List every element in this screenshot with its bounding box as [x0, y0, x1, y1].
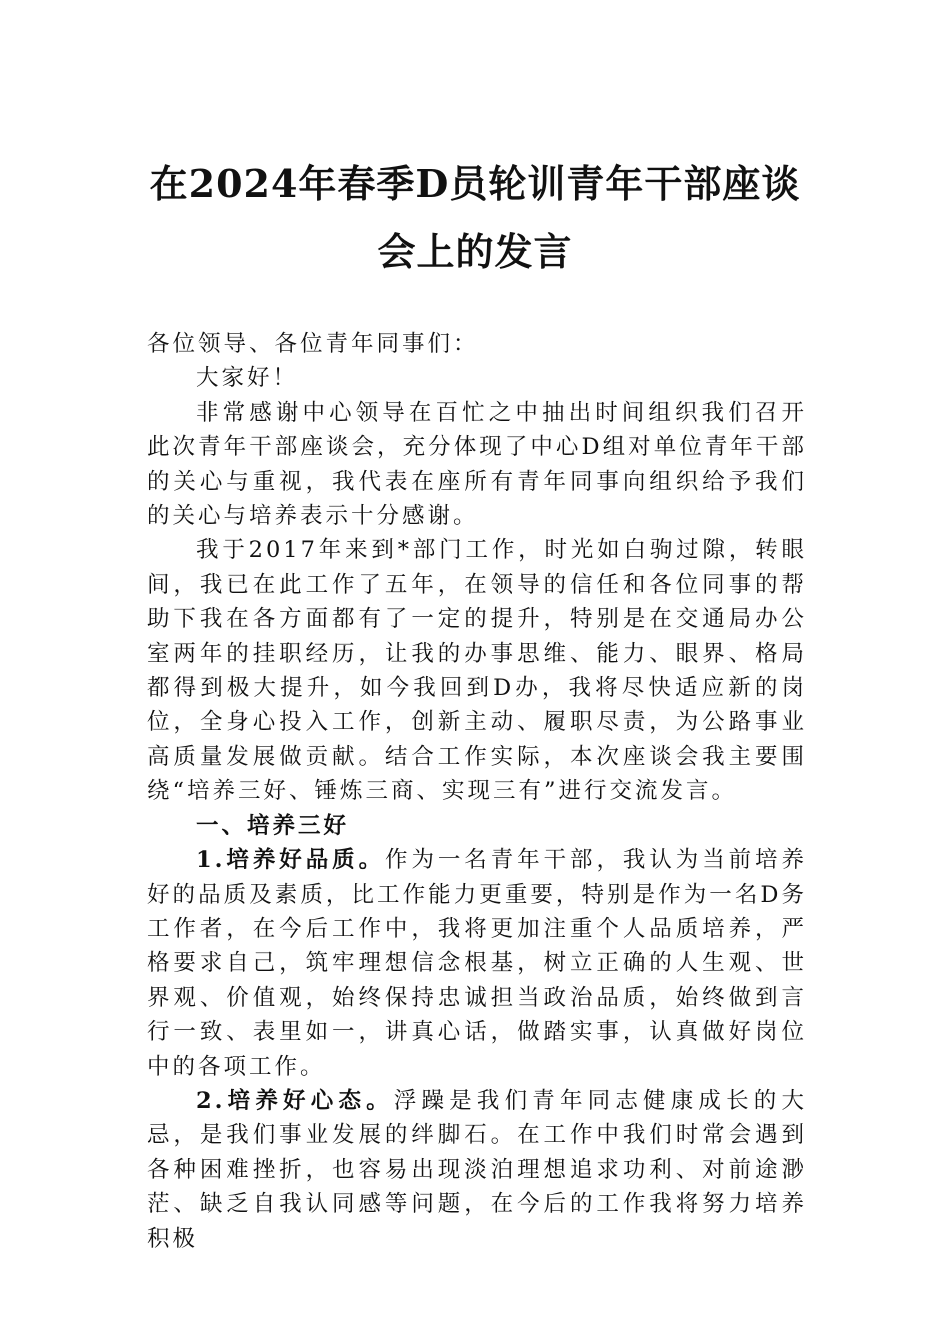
- greeting: 大家好！: [196, 365, 299, 392]
- point-1-lead: 1.培养好品质。: [196, 847, 386, 874]
- paragraph-intro: 我于2017年来到*部门工作，时光如白驹过隙，转眼间，我已在此工作了五年，在领导的信任和各位同事的帮助下我在各方面都有了一定的提升，特别是在交通局办公室两年的挂职经历，让我的办事思维、能力、眼界、格局都得到极大提升，如今我回到D办，我将尽快适应新的岗位，全身心投入工作，创新主动、履职尽责，为公路事业高质量发展做贡献。结合工作实际，本次座谈会我主要围绕“培养三好、锤炼三商、实现三有”进行交流发言。: [147, 537, 807, 805]
- point-1-text: 作为一名青年干部，我认为当前培养好的品质及素质，比工作能力更重要，特别是作为一名D务工作者，在今后工作中，我将更加注重个人品质培养，严格要求自己，筑牢理想信念根基，树立正确的人生观、世界观、价值观，始终保持忠诚担当政治品质，始终做到言行一致、表里如一，讲真心话，做踏实事，认真做好岗位中的各项工作。: [147, 847, 807, 1080]
- section-heading: 一、培养三好: [196, 812, 350, 839]
- document-title: 在2024年春季D员轮训青年干部座谈会上的发言: [149, 161, 801, 274]
- point-1-paragraph: [147, 843, 807, 1084]
- paragraph-thanks: 非常感谢中心领导在百忙之中抽出时间组织我们召开此次青年干部座谈会，充分体现了中心D组对单位青年干部的关心与重视，我代表在座所有青年同事向组织给予我们的关心与培养表示十分感谢。: [147, 399, 807, 530]
- document-body: [147, 327, 807, 1256]
- point-2-lead: 2.培养好心态。: [196, 1087, 394, 1114]
- salutation: 各位领导、各位青年同事们：: [147, 331, 479, 357]
- point-2-paragraph: [147, 1084, 807, 1256]
- point-2-text: 浮躁是我们青年同志健康成长的大忌，是我们事业发展的绊脚石。在工作中我们时常会遇到各种困难挫折，也容易出现淡泊理想追求功利、对前途渺茫、缺乏自我认同感等问题，在今后的工作我将努力培养积极: [147, 1087, 807, 1252]
